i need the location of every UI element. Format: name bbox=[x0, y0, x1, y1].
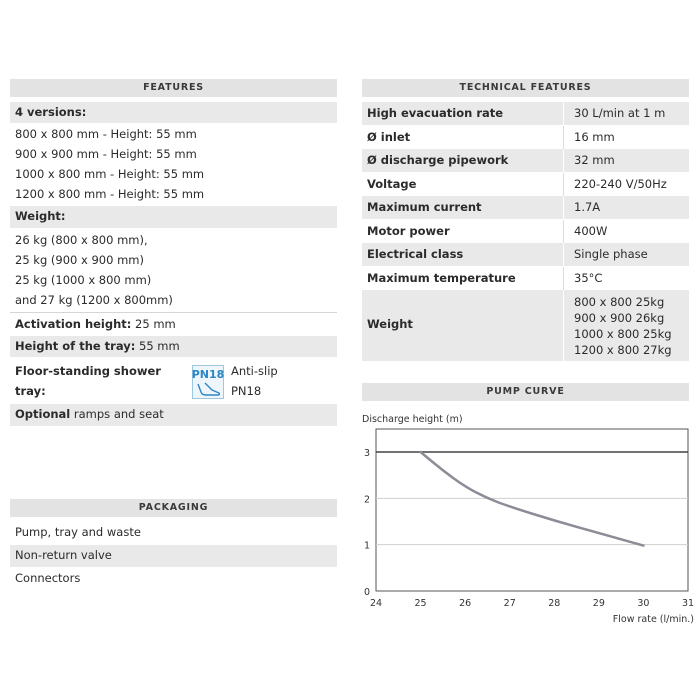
x-tick-label: 25 bbox=[414, 598, 427, 609]
tech-row-label: Ø inlet bbox=[367, 130, 411, 144]
y-tick-label: 1 bbox=[363, 540, 370, 552]
x-tick-label: 24 bbox=[369, 598, 383, 609]
activation-height-label: Activation height: bbox=[15, 317, 132, 331]
tech-row-value: 30 L/min at 1 m bbox=[564, 102, 689, 125]
tech-column-divider bbox=[563, 220, 564, 243]
y-axis-label: Discharge height (m) bbox=[362, 414, 463, 425]
tech-row-label: Electrical class bbox=[362, 243, 563, 266]
tech-row-value: 1.7A bbox=[564, 196, 689, 219]
pn18-badge bbox=[192, 365, 224, 399]
x-tick-label: 26 bbox=[459, 598, 472, 609]
packaging-item: Pump, tray and waste bbox=[15, 525, 141, 539]
anti-slip-line2: PN18 bbox=[231, 384, 262, 398]
tech-row-value: 220-240 V/50Hz bbox=[574, 177, 667, 191]
tray-height-row bbox=[10, 336, 337, 357]
version-item: 1200 x 800 mm - Height: 55 mm bbox=[15, 187, 205, 201]
activation-height-row bbox=[10, 314, 337, 334]
version-item: 800 x 800 mm - Height: 55 mm bbox=[15, 127, 197, 141]
version-item: 1000 x 800 mm - Height: 55 mm bbox=[15, 167, 205, 181]
version-item: 900 x 900 mm - Height: 55 mm bbox=[15, 147, 197, 161]
tech-weight-value: 800 x 800 25kg bbox=[574, 295, 665, 309]
tech-row-value: Single phase bbox=[564, 243, 689, 266]
anti-slip-foot-icon bbox=[192, 365, 224, 399]
tech-row-label: Voltage bbox=[367, 177, 417, 191]
divider bbox=[10, 312, 337, 313]
x-tick-label: 27 bbox=[503, 598, 516, 609]
tray-height-value: 55 mm bbox=[135, 339, 180, 353]
weight-title: Weight: bbox=[10, 206, 337, 228]
tech-column-divider bbox=[563, 126, 564, 149]
tech-weight-label-text: Weight bbox=[367, 317, 413, 331]
pump-curve-header: PUMP CURVE bbox=[362, 383, 689, 401]
optional-value: ramps and seat bbox=[70, 407, 164, 421]
y-tick-label: 2 bbox=[363, 494, 370, 506]
packaging-header: PACKAGING bbox=[10, 499, 337, 517]
tech-row-label: High evacuation rate bbox=[362, 102, 563, 125]
pump-curve-chart bbox=[358, 405, 698, 655]
tray-height-label: Height of the tray: bbox=[15, 339, 136, 353]
weight-item: and 27 kg (1200 x 800mm) bbox=[15, 293, 173, 307]
tech-row-value: 16 mm bbox=[574, 130, 615, 144]
tech-row-value: 400W bbox=[574, 224, 608, 238]
tech-row-label: Maximum temperature bbox=[367, 271, 516, 285]
tech-row-label: Motor power bbox=[367, 224, 450, 238]
tech-weight-label bbox=[362, 290, 563, 361]
floor-standing-label: Floor-standing shower tray: bbox=[15, 364, 161, 398]
x-tick-label: 30 bbox=[637, 598, 650, 609]
tech-column-divider bbox=[563, 267, 564, 290]
y-tick-label: 0 bbox=[363, 587, 370, 598]
tech-row-value: 32 mm bbox=[564, 149, 689, 172]
x-tick-label: 28 bbox=[548, 598, 561, 609]
tech-weight-value: 900 x 900 26kg bbox=[574, 311, 665, 325]
pn18-badge-text: PN18 bbox=[192, 368, 224, 381]
tech-column-divider bbox=[563, 173, 564, 196]
optional-label: Optional bbox=[15, 407, 71, 421]
tech-row-value: 35°C bbox=[574, 271, 603, 285]
y-tick-label: 3 bbox=[363, 448, 370, 459]
technical-header: TECHNICAL FEATURES bbox=[362, 79, 689, 97]
versions-title: 4 versions: bbox=[10, 102, 337, 123]
activation-height-value: 25 mm bbox=[131, 317, 176, 331]
x-tick-label: 29 bbox=[592, 598, 605, 609]
packaging-item: Connectors bbox=[15, 571, 81, 585]
anti-slip-line1: Anti-slip bbox=[231, 364, 278, 378]
weight-item: 25 kg (1000 x 800 mm) bbox=[15, 273, 152, 287]
weight-item: 26 kg (800 x 800 mm), bbox=[15, 233, 148, 247]
features-header: FEATURES bbox=[10, 79, 337, 97]
optional-row bbox=[10, 404, 337, 426]
tech-weight-value: 1200 x 800 27kg bbox=[574, 343, 672, 357]
packaging-item: Non-return valve bbox=[10, 545, 337, 567]
tech-row-label: Ø discharge pipework bbox=[362, 149, 563, 172]
tech-weight-values bbox=[564, 290, 689, 361]
x-tick-label: 31 bbox=[681, 598, 695, 609]
x-axis-label: Flow rate (l/min.) bbox=[612, 614, 694, 625]
weight-item: 25 kg (900 x 900 mm) bbox=[15, 253, 144, 267]
tech-row-label: Maximum current bbox=[362, 196, 563, 219]
tech-weight-value: 1000 x 800 25kg bbox=[574, 327, 672, 341]
